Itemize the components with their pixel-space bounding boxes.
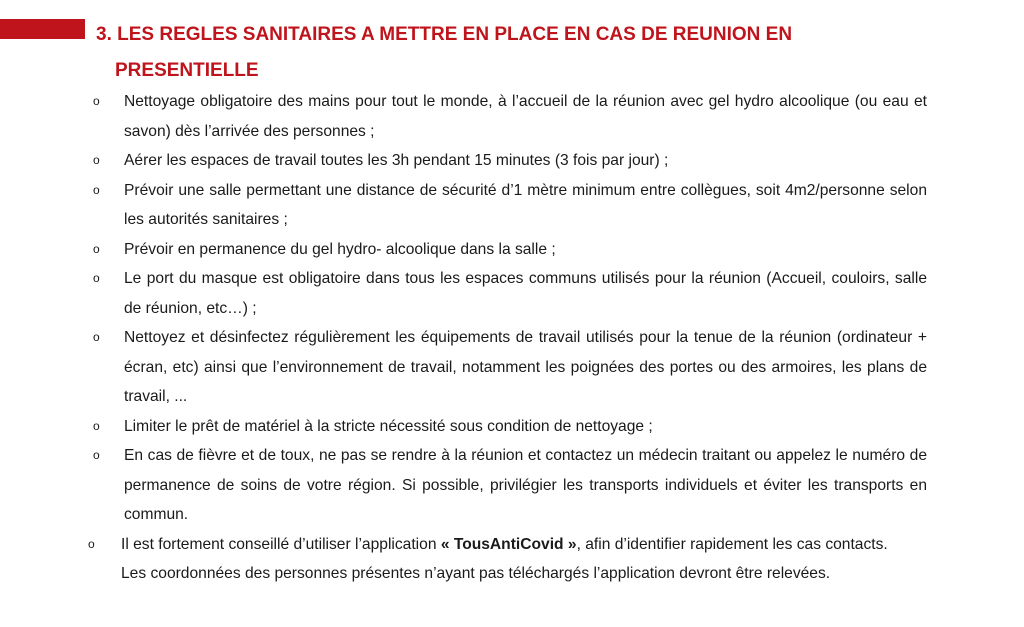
bullet-marker: o <box>88 536 95 551</box>
bullet-marker: o <box>93 241 100 256</box>
bullet-marker: o <box>93 271 100 285</box>
section-title-line2: PRESENTIELLE <box>115 60 259 81</box>
list-item <box>0 235 1024 265</box>
bullet-marker: o <box>93 94 100 108</box>
list-item <box>0 441 1024 530</box>
list-item-text: Le port du masque est obligatoire dans tous les espaces communs utilisés pour la réunion (Accueil, couloirs, salle de réunion, etc…) ; <box>124 270 927 317</box>
list-item <box>0 146 1024 176</box>
app-name: « TousAntiCovid » <box>440 535 577 553</box>
section-title-line1: LES REGLES SANITAIRES A METTRE EN PLACE EN CAS DE REUNION EN <box>117 24 793 45</box>
list-item <box>0 176 1024 235</box>
list-item-text: Aérer les espaces de travail toutes les 3h pendant 15 minutes (3 fois par jour) ; <box>124 152 669 169</box>
bullet-marker: o <box>93 153 100 167</box>
list-item <box>0 264 1024 323</box>
list-item-text: En cas de fièvre et de toux, ne pas se rendre à la réunion et contactez un médecin traitant ou appelez le numéro de permanence de soins de votre région. Si possible, privilégier les transports individuels et éviter les transports en commun. <box>124 447 927 523</box>
list-item-text: Prévoir une salle permettant une distance de sécurité d’1 mètre minimum entre collègues, soit 4m2/personne selon les autorités sanitaires ; <box>124 181 927 228</box>
bullet-marker: o <box>93 418 100 433</box>
app-recommendation-text-before: Il est fortement conseillé d’utiliser l’application <box>121 535 441 553</box>
list-item <box>0 323 1024 412</box>
list-item <box>0 412 1024 442</box>
bullet-marker: o <box>93 182 100 197</box>
list-item-app-recommendation <box>0 530 1024 589</box>
section-heading <box>96 17 996 89</box>
list-item-text: Prévoir en permanence du gel hydro- alcoolique dans la salle ; <box>124 240 556 258</box>
list-item <box>0 87 1024 146</box>
section-accent-bar <box>0 19 85 39</box>
app-recommendation-text-after: , afin d’identifier rapidement les cas contacts. Les coordonnées des personnes présentes n’ayant pas téléchargés l’application devront être relevées. <box>121 535 888 582</box>
bullet-marker: o <box>93 448 100 462</box>
list-item-text: Limiter le prêt de matériel à la stricte nécessité sous condition de nettoyage ; <box>124 417 653 435</box>
rules-list <box>0 87 1024 589</box>
list-item-text: Nettoyage obligatoire des mains pour tout le monde, à l’accueil de la réunion avec gel hydro alcoolique (ou eau et savon) dès l’arrivée des personnes ; <box>124 93 927 140</box>
list-item-text: Nettoyez et désinfectez régulièrement les équipements de travail utilisés pour la tenue de la réunion (ordinateur + écran, etc) ainsi que l’environnement de travail, notamment les poignées des portes ou des armoires, les plans de travail, ... <box>124 329 927 405</box>
section-number: 3. <box>96 24 112 45</box>
bullet-marker: o <box>93 330 100 344</box>
